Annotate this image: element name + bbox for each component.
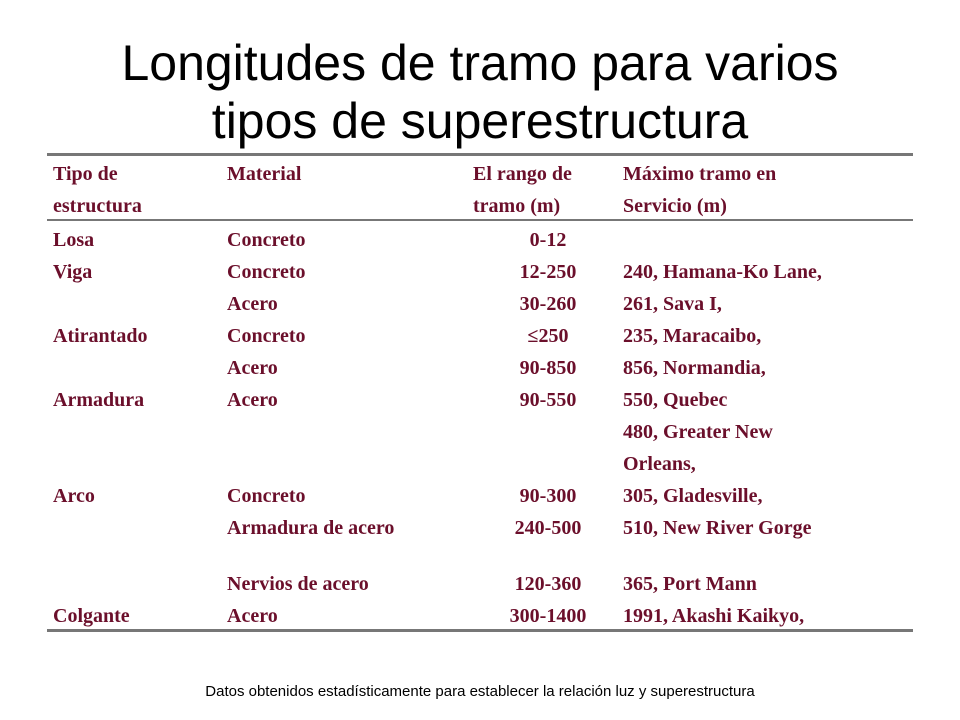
- cell-material: Concreto: [227, 261, 306, 283]
- table-top-rule: [47, 153, 913, 156]
- cell-rango: 90-850: [519, 357, 577, 379]
- header-tipo-line-1: Tipo de: [53, 163, 118, 185]
- cell-tipo: Atirantado: [53, 325, 148, 347]
- table-row: [47, 416, 913, 480]
- header-maximo: [623, 158, 913, 222]
- slide-title: [0, 34, 960, 150]
- table-row: [47, 512, 913, 568]
- footnote: Datos obtenidos estadísticamente para establecer la relación luz y superestructura: [205, 683, 755, 700]
- cell-tipo: Viga: [53, 261, 93, 283]
- cell-material: [227, 416, 473, 480]
- cell-rango: ≤250: [527, 325, 569, 347]
- cell-tipo: [47, 512, 227, 568]
- header-material: Material: [227, 163, 302, 185]
- cell-maximo: 305, Gladesville,: [623, 485, 763, 507]
- cell-maximo: 240, Hamana-Ko Lane,: [623, 261, 822, 283]
- cell-material: Nervios de acero: [227, 573, 369, 595]
- cell-rango: 90-300: [519, 485, 577, 507]
- slide-title-line-1: Longitudes de tramo para varios: [121, 35, 839, 91]
- cell-tipo: Losa: [53, 229, 95, 251]
- cell-tipo: [47, 288, 227, 320]
- cell-tipo: Arco: [53, 485, 95, 507]
- slide-title-line-2: tipos de superestructura: [211, 93, 749, 149]
- cell-tipo: Armadura: [53, 389, 145, 411]
- cell-material: Concreto: [227, 325, 306, 347]
- table-row: [47, 600, 913, 632]
- table-row: [47, 224, 913, 256]
- cell-maximo: [623, 224, 913, 256]
- cell-tipo: [47, 352, 227, 384]
- cell-material: Armadura de acero: [227, 517, 395, 539]
- cell-material: Concreto: [227, 229, 306, 251]
- cell-rango: 240-500: [514, 517, 582, 539]
- cell-rango: 0-12: [529, 229, 567, 251]
- table-row: [47, 384, 913, 416]
- header-rango-line-1: El rango de: [473, 163, 572, 185]
- cell-material: Acero: [227, 389, 278, 411]
- cell-maximo: 856, Normandia,: [623, 357, 766, 379]
- cell-rango: 30-260: [519, 293, 577, 315]
- table-row: [47, 320, 913, 352]
- cell-rango: 300-1400: [509, 605, 587, 627]
- cell-tipo: [47, 416, 227, 480]
- cell-maximo: 261, Sava I,: [623, 293, 722, 315]
- cell-material: Acero: [227, 605, 278, 627]
- cell-rango: 90-550: [519, 389, 577, 411]
- header-tipo: [47, 158, 227, 222]
- cell-maximo: 510, New River Gorge: [623, 517, 812, 539]
- table-row: [47, 568, 913, 600]
- table-row: [47, 288, 913, 320]
- cell-rango: 120-360: [514, 573, 582, 595]
- cell-maximo: 480, Greater New Orleans,: [623, 421, 773, 475]
- table-row: [47, 256, 913, 288]
- cell-maximo: 550, Quebec: [623, 389, 728, 411]
- cell-tipo: Colgante: [53, 605, 130, 627]
- header-maximo-line-2: Servicio (m): [623, 195, 727, 217]
- cell-maximo: 235, Maracaibo,: [623, 325, 762, 347]
- cell-rango: [473, 416, 623, 480]
- header-tipo-line-2: estructura: [53, 195, 142, 217]
- cell-maximo: 1991, Akashi Kaikyo,: [623, 605, 805, 627]
- cell-tipo: [47, 568, 227, 600]
- cell-material: Concreto: [227, 485, 306, 507]
- cell-maximo: 365, Port Mann: [623, 573, 757, 595]
- table-body: [47, 224, 913, 632]
- cell-rango: 12-250: [519, 261, 577, 283]
- table-row: [47, 480, 913, 512]
- table-row: [47, 352, 913, 384]
- header-maximo-line-1: Máximo tramo en: [623, 163, 777, 185]
- cell-material: Acero: [227, 293, 278, 315]
- cell-material: Acero: [227, 357, 278, 379]
- header-rango: [473, 158, 623, 222]
- header-rango-line-2: tramo (m): [473, 195, 561, 217]
- table-header-row: [47, 158, 913, 222]
- span-table: [47, 158, 913, 632]
